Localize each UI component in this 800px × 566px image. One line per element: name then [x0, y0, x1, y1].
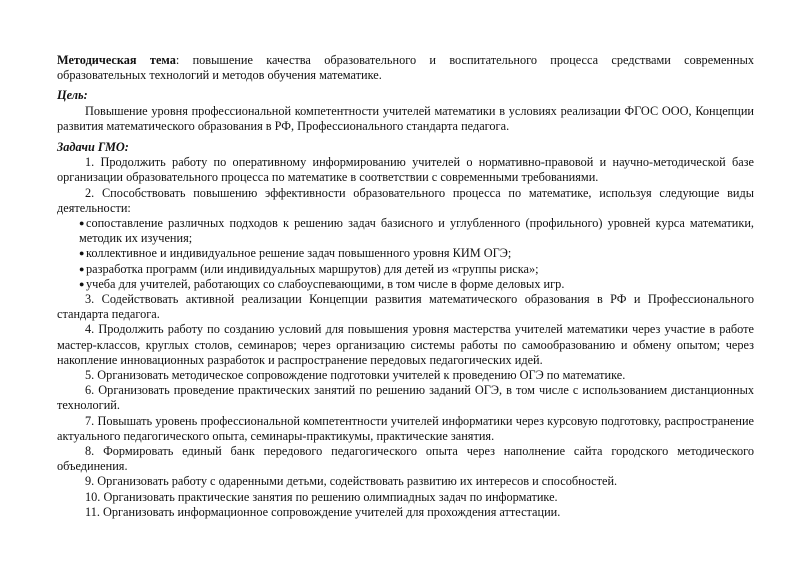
methodical-theme-text: : повышение качества образовательного и воспитательного процесса средствами современных образовательных технологий и методов обучения математике. [57, 53, 754, 83]
bullet-icon: ● [79, 278, 85, 289]
document-page [57, 53, 754, 520]
goal-text: Повышение уровня профессиональной компетентности учителей математики в условиях реализации ФГОС ООО, Концепции развития математического образования в РФ, Профессионального стандарта педагога. [57, 103, 754, 133]
task-item-7: 7. Повышать уровень профессиональной компетентности учителей информатики через курсовую подготовку, распространение актуального педагогического опыта, семинары-практикумы, практические занятия. [57, 413, 754, 443]
bullet-icon: ● [79, 248, 85, 259]
bullet-icon: ● [79, 218, 85, 229]
task-bullet-3-text: разработка программ (или индивидуальных маршрутов) для детей из «группы риска»; [86, 261, 539, 276]
bullet-icon: ● [79, 263, 85, 274]
task-item-6: 6. Организовать проведение практических занятий по решению заданий ОГЭ, в том числе с использованием дистанционных технологий. [57, 383, 754, 413]
task-item-8: 8. Формировать единый банк передового педагогического опыта через наполнение сайта городского методического объединения. [57, 444, 754, 474]
task-item-5: 5. Организовать методическое сопровождение подготовки учителей к проведению ОГЭ по математике. [85, 368, 626, 383]
task-item-2: 2. Способствовать повышению эффективности образовательного процесса по математике, используя следующие виды деятельности: [57, 185, 754, 215]
task-bullet-1 [57, 216, 754, 246]
task-item-3: 3. Содействовать активной реализации Концепции развития математического образования в РФ и Профессионального стандарта педагога. [57, 292, 754, 322]
task-item-9: 9. Организовать работу с одаренными детьми, содействовать развитию их интересов и способностей. [85, 474, 618, 489]
task-item-1: 1. Продолжить работу по оперативному информированию учителей о нормативно-правовой и научно-методической базе организации образовательного процесса по математике в соответствии с современными требованиями. [57, 155, 754, 185]
task-bullet-4-text: учеба для учителей, работающих со слабоуспевающими, в том числе в форме деловых игр. [86, 276, 565, 291]
task-item-4: 4. Продолжить работу по созданию условий для повышения уровня мастерства учителей математики через участие в работе мастер-классов, круглых столов, семинаров; через организацию системы работы по самообразованию и обмену опытом; через накопление инновационных разработок и распространение передовых педагогических идей. [57, 322, 754, 367]
task-bullet-2 [57, 246, 754, 261]
task-bullet-1-text: сопоставление различных подходов к решению задач базисного и углубленного (профильного) уровней курса математики, методик их изучения; [79, 216, 754, 246]
methodical-theme-label: Методическая тема [57, 53, 176, 67]
task-item-11: 11. Организовать информационное сопровождение учителей для прохождения аттестации. [85, 504, 561, 519]
goal-heading: Цель: [57, 88, 88, 103]
task-bullet-2-text: коллективное и индивидуальное решение задач повышенного уровня КИМ ОГЭ; [86, 246, 512, 261]
task-bullet-3 [57, 262, 754, 277]
task-item-10: 10. Организовать практические занятия по решению олимпиадных задач по информатике. [85, 489, 558, 504]
tasks-heading: Задачи ГМО: [57, 140, 129, 155]
task-bullet-4 [57, 277, 754, 292]
methodical-theme [57, 53, 754, 83]
